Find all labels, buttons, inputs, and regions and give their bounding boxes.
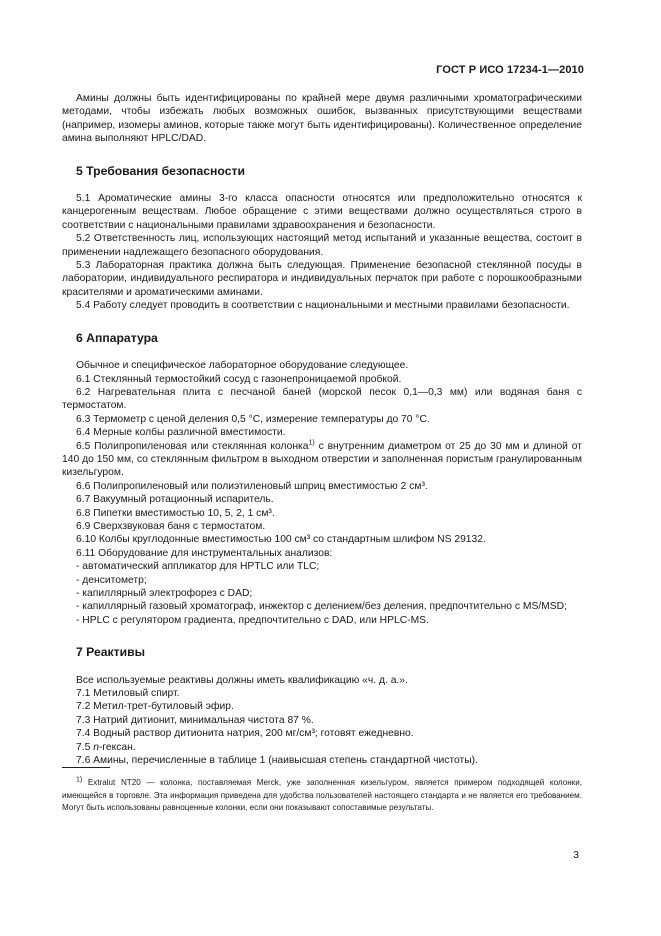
paragraph-5-2: 5.2 Ответственность лиц, использующих настоящий метод испытаний и указанные вещества, состоит в применении надлежащего безопасного оборудования. [62,233,582,258]
paragraph-7-5-italic: n [93,741,99,753]
section-7-heading: 7 Реактивы [76,645,146,660]
paragraph-6-5 [62,440,582,480]
list-item: - капиллярный газовый хроматограф, инжектор с делением/без деления, предпочтительно с MS/MSD; [76,601,567,613]
paragraph-6-8: 6.8 Пипетки вместимостью 10, 5, 2, 1 см³. [76,507,275,519]
list-item: - HPLC с регулятором градиента, предпочтительно с DAD, или HPLC-MS. [76,614,429,626]
paragraph-7-5-number: 7.5 [76,741,94,753]
section-5-heading: 5 Требования безопасности [76,163,245,178]
paragraph-7-4: 7.4 Водный раствор дитионита натрия, 200 мг/см³; готовят ежедневно. [76,728,414,740]
footnote [62,777,582,815]
paragraph-7-1: 7.1 Метиловый спирт. [76,688,180,700]
footnote-ref: 1) [308,439,315,447]
paragraph-5-1: 5.1 Ароматические амины 3-го класса опасности относятся или предположительно относятся к канцерогенным веществам. Любое обращение с этими веществами должно осуществляться строго в соответствии с национальными правилами здравоохранения и безопасности. [62,193,582,231]
footnote-text: Extralut NT20 — колонка, поставляемая Merck, уже заполненная кизельгуром, является примером подходящей колонки, имеющейся в торговле. Эта информация приведена для удобства пользователей настоящего стандарта и не является его требованием. Могут быть использованы равноценные колонки, если они показывают сопоставимые результаты. [62,778,582,813]
paragraph-5-4: 5.4 Работу следует проводить в соответствии с национальными и местными правилами безопасности. [76,300,570,312]
paragraph-7-intro: Все используемые реактивы должны иметь квалификацию «ч. д. а.». [76,674,408,686]
paragraph-6-4: 6.4 Мерные колбы различной вместимости. [76,427,286,439]
paragraph-7-5-rest: -гексан. [98,741,136,753]
paragraph-7-5 [62,741,582,754]
paragraph-6-7: 6.7 Вакуумный ротационный испаритель. [76,494,274,506]
paragraph-5-3: 5.3 Лабораторная практика должна быть следующая. Применение безопасной стеклянной посуды в лаборатории, индивидуального респиратора и индивидуальных перчаток при работе с порошкообразными красителями и ароматическими аминами. [62,260,582,298]
intro-paragraph: Амины должны быть идентифицированы по крайней мере двумя различными хроматографическими методами, чтобы избежать любых возможных ошибок, вызванных присутствующими веществами (например, изомеры аминов, которые также могут быть идентифицированы). Количественное определение амина выполняют HPLC/DAD. [62,93,582,145]
paragraph-6-11: 6.11 Оборудование для инструментальных анализов: [76,547,333,559]
list-item: - капиллярный электрофорез с DAD; [76,588,253,599]
footnote-marker: 1) [76,776,83,784]
paragraph-6-10: 6.10 Колбы круглодонные вместимостью 100 см³ со стандартным шлифом NS 29132. [76,534,486,546]
paragraph-7-3: 7.3 Натрий дитионит, минимальная чистота 87 %. [76,714,314,726]
list-item: - автоматический аппликатор для HPTLC или TLC; [76,561,320,573]
paragraph-6-2: 6.2 Нагревательная плита с песчаной баней (морской песок 0,1—0,3 мм) или водяная баня с термостатом. [62,386,582,412]
paragraph-6-9: 6.9 Сверхзвуковая баня с термостатом. [76,520,266,532]
paragraph-6-5-rest: с внутренним диаметром от 25 до 30 мм и длиной от 140 до 150 мм, со стеклянным фильтром в выходном отверстии и заполненная пористым гранулированным кизельгуром. [62,440,582,479]
paragraph-6-intro: Обычное и специфическое лабораторное оборудование следующее. [76,360,409,372]
paragraph-6-6: 6.6 Полипропиленовый или полиэтиленовый шприц вместимостью 2 см³. [76,480,428,492]
section-6-heading: 6 Аппаратура [76,330,158,345]
paragraph-7-2: 7.2 Метил-трет-бутиловый эфир. [76,701,234,713]
paragraph-6-3: 6.3 Термометр с ценой деления 0,5 °С, измерение температуры до 70 °С. [76,413,430,425]
page-number: 3 [573,849,579,861]
main-content [62,92,582,767]
footnote-divider [62,767,110,768]
paragraph-6-5-start: 6.5 Полипропиленовая или стеклянная колонка [76,440,309,452]
paragraph-7-6: 7.6 Амины, перечисленные в таблице 1 (наивысшая степень стандартной чистоты). [76,755,478,767]
list-item: - денситометр; [76,574,147,586]
paragraph-6-1: 6.1 Стеклянный термостойкий сосуд с газонепроницаемой пробкой. [76,373,402,385]
standard-header: ГОСТ Р ИСО 17234-1—2010 [436,64,584,76]
